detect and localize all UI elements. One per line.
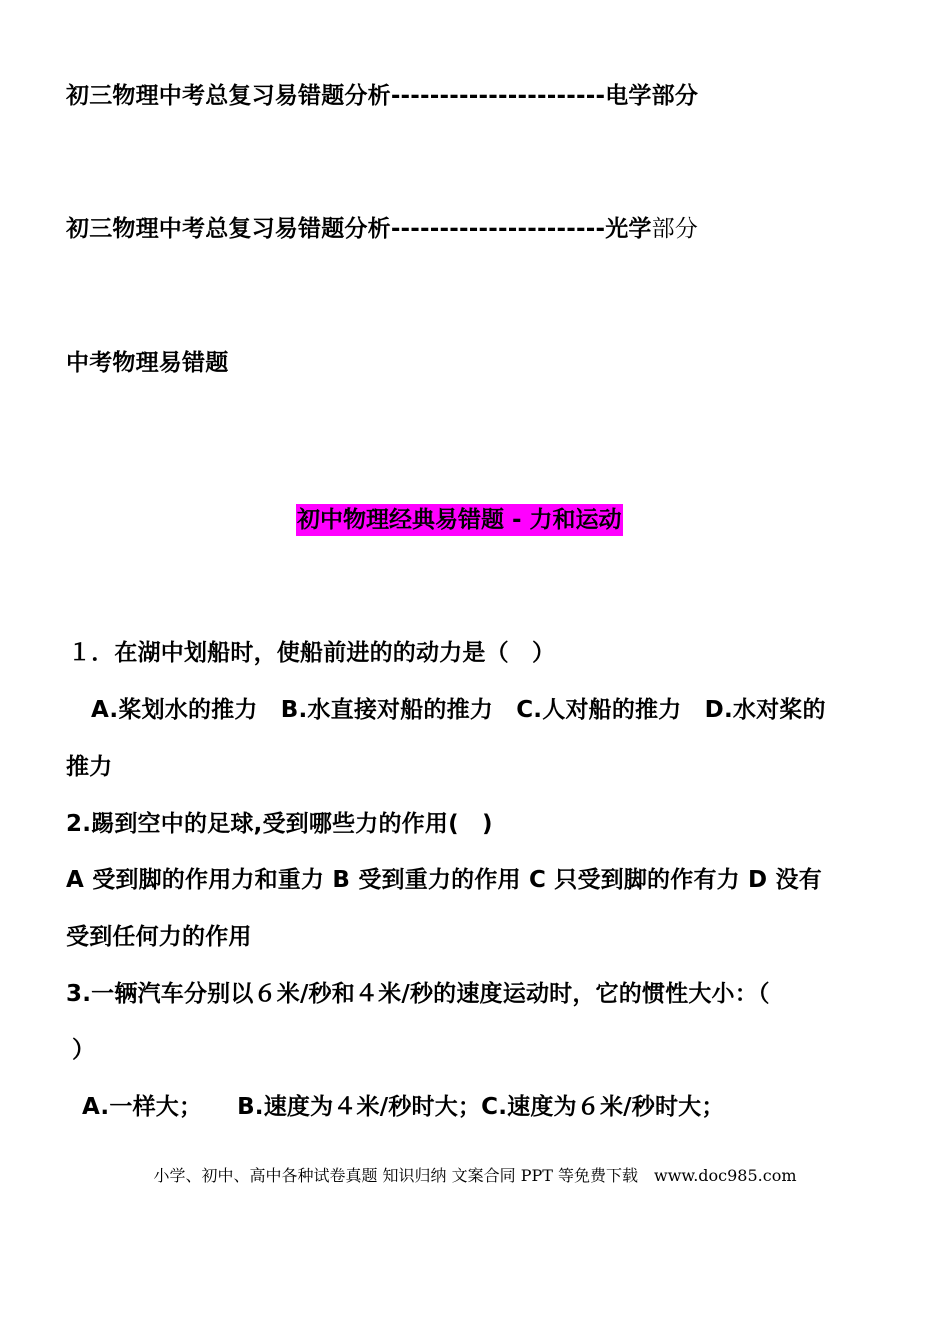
- heading-optics-dashes: ----------------------: [390, 216, 606, 242]
- heading-electric-prefix: 初三物理中考总复习易错题分析: [66, 83, 391, 109]
- heading-optics: [66, 214, 698, 244]
- question-3-options: A.一样大； B.速度为４米/秒时大；C.速度为６米/秒时大；: [82, 1094, 725, 1120]
- question-2-options-cont: 受到任何力的作用: [66, 924, 252, 950]
- question-2-stem: 2.踢到空中的足球,受到哪些力的作用( ): [66, 811, 493, 837]
- question-1-options-cont: 推力: [66, 754, 113, 780]
- heading-optics-prefix: 初三物理中考总复习易错题分析: [66, 216, 391, 242]
- question-2-options: A 受到脚的作用力和重力 B 受到重力的作用 C 只受到脚的作有力 D 没有: [66, 867, 822, 893]
- footer-text: 小学、初中、高中各种试卷真题 知识归纳 文案合同 PPT 等免费下载 www.doc985.com: [153, 1166, 797, 1185]
- question-1-options: A.桨划水的推力 B.水直接对船的推力 C.人对船的推力 D.水对桨的: [91, 697, 826, 723]
- heading-electric-suffix: 电学部分: [605, 83, 699, 109]
- heading-optics-suffix-bold: 光学: [605, 216, 652, 242]
- heading-electric-dashes: ----------------------: [390, 83, 606, 109]
- heading-electric: [66, 81, 698, 111]
- section-title: 初中物理经典易错题 - 力和运动: [296, 504, 623, 536]
- heading-zhongkao: 中考物理易错题: [66, 350, 229, 376]
- question-1-stem: １．在湖中划船时，使船前进的的动力是（ ）: [68, 640, 556, 666]
- question-3-stem: 3.一辆汽车分别以６米/秒和４米/秒的速度运动时，它的惯性大小：（: [66, 981, 770, 1007]
- question-3-stem-cont: ）: [72, 1037, 96, 1063]
- heading-optics-suffix-normal: 部分: [651, 216, 699, 242]
